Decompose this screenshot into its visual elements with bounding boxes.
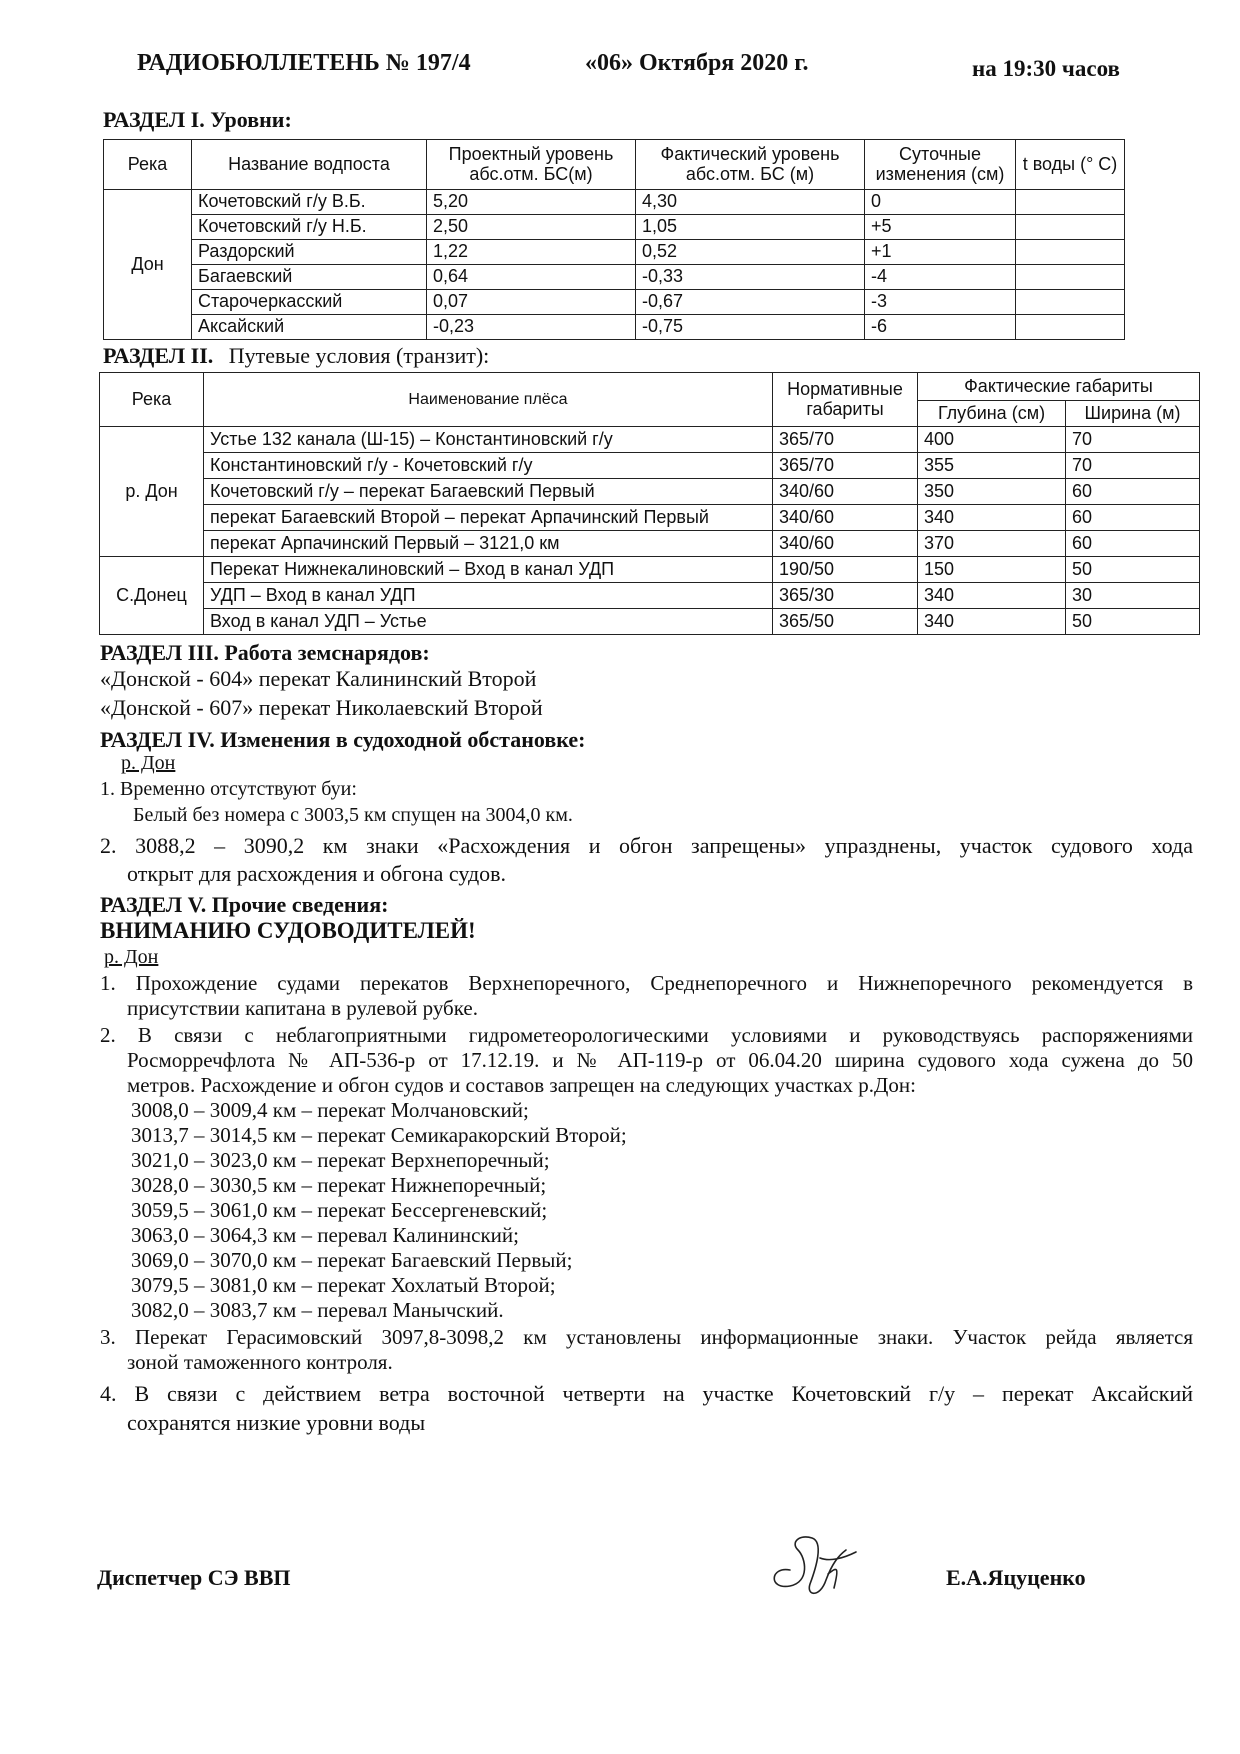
table-row (104, 315, 1125, 340)
col-water-temp: t воды (° С) (1016, 140, 1125, 190)
proj-level: 1,22 (427, 240, 636, 265)
fact-level: 0,52 (636, 240, 865, 265)
list-item: 3013,7 – 3014,5 км – перекат Семикаракорский Второй; (131, 1123, 627, 1147)
fact-level: -0,33 (636, 265, 865, 290)
dredger-line: «Донской - 607» перекат Николаевский Второй (100, 695, 543, 720)
table-row (104, 190, 1125, 215)
water-temp (1016, 190, 1125, 215)
water-temp (1016, 315, 1125, 340)
river-cell: Дон (104, 190, 192, 340)
width-value: 50 (1066, 609, 1200, 635)
levels-table (103, 139, 1125, 340)
list-item: 3059,5 – 3061,0 км – перекат Бессергеневский; (131, 1198, 548, 1222)
stretch-name: УДП – Вход в канал УДП (204, 583, 773, 609)
item4-line1: 4. В связи с действием ветра восточной четверти на участке Кочетовский г/у – перекат Аксайский (100, 1381, 1193, 1406)
bulletin-time: на 19:30 часов (972, 56, 1120, 81)
post-name: Кочетовский г/у Н.Б. (192, 215, 427, 240)
stretch-name: Вход в канал УДП – Устье (204, 609, 773, 635)
norm-value: 365/30 (773, 583, 918, 609)
col-proj-level: Проектный уровень абс.отм. БС(м) (427, 140, 636, 190)
transit-table (99, 372, 1200, 635)
col-width: Ширина (м) (1066, 401, 1200, 427)
list-item: 3028,0 – 3030,5 км – перекат Нижнепоречный; (131, 1173, 547, 1197)
signature-image (760, 1528, 870, 1608)
item2-line1: 2. В связи с неблагоприятными гидрометеорологическими условиями и руководствуясь распоряжениями (100, 1023, 1193, 1047)
norm-value: 365/50 (773, 609, 918, 635)
water-temp (1016, 240, 1125, 265)
stretch-name: Константиновский г/у - Кочетовский г/у (204, 453, 773, 479)
table-row (100, 427, 1200, 453)
list-item: 3082,0 – 3083,7 км – перевал Манычский. (131, 1298, 504, 1322)
daily-change: -3 (865, 290, 1016, 315)
table-row (100, 505, 1200, 531)
depth-value: 150 (918, 557, 1066, 583)
depth-value: 340 (918, 583, 1066, 609)
table-row (100, 557, 1200, 583)
table-row (100, 479, 1200, 505)
norm-value: 365/70 (773, 427, 918, 453)
stretch-name: Кочетовский г/у – перекат Багаевский Первый (204, 479, 773, 505)
post-name: Аксайский (192, 315, 427, 340)
daily-change: +5 (865, 215, 1016, 240)
section4-item2-line1: 2. 3088,2 – 3090,2 км знаки «Расхождения и обгон запрещены» упразднены, участок судового хода (100, 833, 1193, 858)
section5-items (100, 971, 1193, 1435)
width-value: 30 (1066, 583, 1200, 609)
norm-value: 340/60 (773, 505, 918, 531)
depth-value: 340 (918, 505, 1066, 531)
table-row (100, 583, 1200, 609)
col-norm: Нормативные габариты (773, 373, 918, 427)
fact-level: 4,30 (636, 190, 865, 215)
proj-level: 2,50 (427, 215, 636, 240)
section2-title-bold: РАЗДЕЛ II. (103, 343, 214, 368)
dispatcher-position: Диспетчер СЭ ВВП (97, 1565, 291, 1590)
norm-value: 190/50 (773, 557, 918, 583)
section1-title: РАЗДЕЛ I. Уровни: (103, 107, 292, 132)
fact-level: -0,67 (636, 290, 865, 315)
list-item: 3008,0 – 3009,4 км – перекат Молчановский; (131, 1098, 529, 1122)
water-temp (1016, 265, 1125, 290)
proj-level: -0,23 (427, 315, 636, 340)
item2-line3: метров. Расхождение и обгон судов и составов запрещен на следующих участках р.Дон: (127, 1073, 916, 1097)
width-value: 60 (1066, 479, 1200, 505)
levels-header-row (104, 140, 1125, 190)
post-name: Кочетовский г/у В.Б. (192, 190, 427, 215)
width-value: 70 (1066, 453, 1200, 479)
item4-line2: сохранятся низкие уровни воды (127, 1410, 426, 1435)
stretch-name: перекат Багаевский Второй – перекат Арпачинский Первый (204, 505, 773, 531)
river-cell: р. Дон (100, 427, 204, 557)
table-row (104, 290, 1125, 315)
col-actual: Фактические габариты (918, 373, 1200, 401)
item2-line2: Росморречфлота № АП-536-р от 17.12.19. и № АП-119-р от 06.04.20 ширина судового хода сужена до 50 (127, 1048, 1193, 1072)
width-value: 50 (1066, 557, 1200, 583)
col-post: Название водпоста (192, 140, 427, 190)
section4-item1: 1. Временно отсутствуют буи: (100, 778, 357, 800)
depth-value: 355 (918, 453, 1066, 479)
stretch-name: Устье 132 канала (Ш-15) – Константиновский г/у (204, 427, 773, 453)
water-temp (1016, 290, 1125, 315)
width-value: 60 (1066, 505, 1200, 531)
list-item: 3021,0 – 3023,0 км – перекат Верхнепоречный; (131, 1148, 550, 1172)
norm-value: 365/70 (773, 453, 918, 479)
bulletin-date: «06» Октября 2020 г. (585, 50, 809, 76)
width-value: 70 (1066, 427, 1200, 453)
river-cell: С.Донец (100, 557, 204, 635)
item3-line1: 3. Перекат Герасимовский 3097,8-3098,2 км установлены информационные знаки. Участок рейда является (100, 1325, 1193, 1349)
stretch-name: Перекат Нижнекалиновский – Вход в канал УДП (204, 557, 773, 583)
daily-change: 0 (865, 190, 1016, 215)
item3-line2: зоной таможенного контроля. (127, 1350, 393, 1374)
col-river: Река (104, 140, 192, 190)
item1-line2: присутствии капитана в рулевой рубке. (127, 996, 478, 1020)
dispatcher-name: Е.А.Яцуценко (946, 1565, 1086, 1590)
daily-change: -6 (865, 315, 1016, 340)
daily-change: +1 (865, 240, 1016, 265)
depth-value: 350 (918, 479, 1066, 505)
section4-item1-sub: Белый без номера с 3003,5 км спущен на 3004,0 км. (133, 804, 573, 826)
depth-value: 370 (918, 531, 1066, 557)
post-name: Багаевский (192, 265, 427, 290)
table-row (104, 215, 1125, 240)
fact-level: 1,05 (636, 215, 865, 240)
proj-level: 0,07 (427, 290, 636, 315)
table-row (100, 609, 1200, 635)
list-item: 3069,0 – 3070,0 км – перекат Багаевский Первый; (131, 1248, 573, 1272)
section2-title-rest: Путевые условия (транзит): (228, 343, 490, 368)
section4-item2-line2: открыт для расхождения и обгона судов. (127, 861, 507, 886)
table-row (100, 453, 1200, 479)
section5-title: РАЗДЕЛ V. Прочие сведения: (100, 892, 389, 917)
norm-value: 340/60 (773, 479, 918, 505)
proj-level: 5,20 (427, 190, 636, 215)
section2-title (103, 343, 489, 369)
section4-title: РАЗДЕЛ IV. Изменения в судоходной обстановке: (100, 727, 586, 752)
post-name: Раздорский (192, 240, 427, 265)
daily-change: -4 (865, 265, 1016, 290)
section5-river: р. Дон (104, 946, 159, 968)
depth-value: 400 (918, 427, 1066, 453)
section4-river: р. Дон (121, 752, 176, 774)
col-river: Река (100, 373, 204, 427)
section3-title: РАЗДЕЛ III. Работа земснарядов: (100, 640, 430, 665)
table-row (104, 265, 1125, 290)
fact-level: -0,75 (636, 315, 865, 340)
list-item: 3079,5 – 3081,0 км – перекат Хохлатый Второй; (131, 1273, 556, 1297)
table-row (100, 531, 1200, 557)
col-fact-level: Фактический уровень абс.отм. БС (м) (636, 140, 865, 190)
item1-line1: 1. Прохождение судами перекатов Верхнепоречного, Среднепоречного и Нижнепоречного рекомендуется в (100, 971, 1193, 995)
post-name: Старочеркасский (192, 290, 427, 315)
proj-level: 0,64 (427, 265, 636, 290)
col-depth: Глубина (см) (918, 401, 1066, 427)
attention-heading: ВНИМАНИЮ СУДОВОДИТЕЛЕЙ! (100, 918, 476, 943)
norm-value: 340/60 (773, 531, 918, 557)
col-daily-change: Суточные изменения (см) (865, 140, 1016, 190)
water-temp (1016, 215, 1125, 240)
restricted-ranges-list (100, 1098, 1193, 1323)
depth-value: 340 (918, 609, 1066, 635)
table-row (104, 240, 1125, 265)
stretch-name: перекат Арпачинский Первый – 3121,0 км (204, 531, 773, 557)
list-item: 3063,0 – 3064,3 км – перевал Калининский; (131, 1223, 519, 1247)
width-value: 60 (1066, 531, 1200, 557)
col-stretch: Наименование плёса (204, 373, 773, 427)
dredger-line: «Донской - 604» перекат Калининский Второй (100, 666, 537, 691)
transit-header-row (100, 373, 1200, 401)
bulletin-title: РАДИОБЮЛЛЕТЕНЬ № 197/4 (137, 50, 471, 76)
